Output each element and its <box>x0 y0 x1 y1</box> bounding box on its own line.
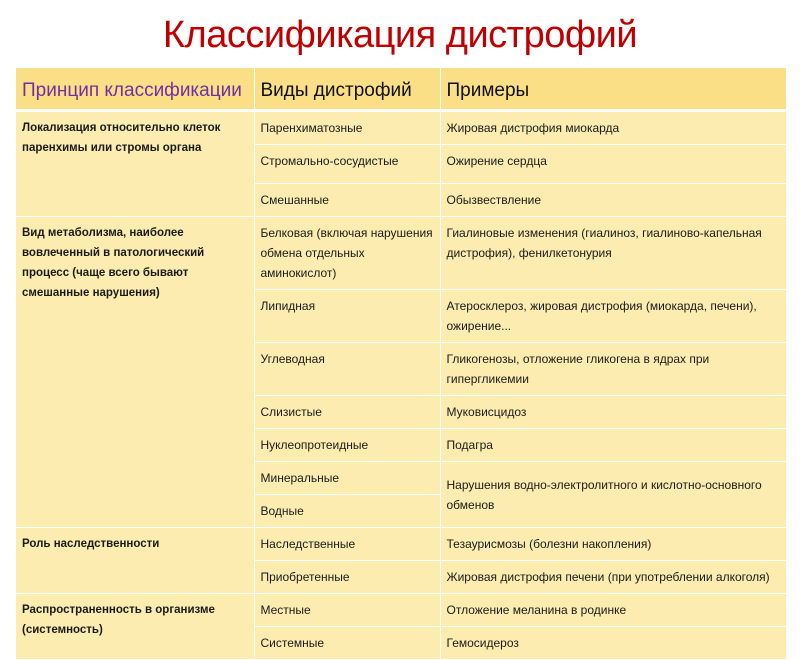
page-title: Классификация дистрофий <box>162 14 638 56</box>
kind-cell: Местные <box>254 594 440 627</box>
example-cell: Тезаурисмозы (болезни накопления) <box>440 528 786 561</box>
example-cell: Атеросклероз, жировая дистрофия (миокарда, печени), ожирение... <box>440 290 786 343</box>
example-cell: Муковисцидоз <box>440 396 786 429</box>
example-cell: Жировая дистрофия миокарда <box>440 111 786 145</box>
kind-cell: Белковая (включая нарушения обмена отдельных аминокислот) <box>254 217 440 290</box>
example-cell: Обызвествление <box>440 184 786 217</box>
example-cell: Отложение меланина в родинке <box>440 594 786 627</box>
kind-cell: Слизистые <box>254 396 440 429</box>
kind-cell: Нуклеопротеидные <box>254 429 440 462</box>
category-cell: Вид метаболизма, наиболее вовлеченный в патологический процесс (чаще всего бывают смешанные нарушения) <box>16 217 254 528</box>
example-cell: Гемосидероз <box>440 627 786 660</box>
classification-table-container <box>16 68 786 650</box>
header-kinds: Виды дистрофий <box>254 68 440 111</box>
header-examples: Примеры <box>440 68 786 111</box>
example-cell: Ожирение сердца <box>440 145 786 184</box>
category-cell: Распространенность в организме (системность) <box>16 594 254 660</box>
example-cell: Нарушения водно-электролитного и кислотно-основного обменов <box>440 462 786 528</box>
kind-cell: Минеральные <box>254 462 440 495</box>
kind-cell: Системные <box>254 627 440 660</box>
table-row <box>16 528 786 561</box>
kind-cell: Водные <box>254 495 440 528</box>
example-cell: Подагра <box>440 429 786 462</box>
example-cell: Гликогенозы, отложение гликогена в ядрах при гипергликемии <box>440 343 786 396</box>
example-cell: Жировая дистрофия печени (при употреблении алкоголя) <box>440 561 786 594</box>
category-cell: Роль наследственности <box>16 528 254 594</box>
kind-cell: Стромально-сосудистые <box>254 145 440 184</box>
classification-table <box>16 68 787 660</box>
table-header-row <box>16 68 786 111</box>
kind-cell: Смешанные <box>254 184 440 217</box>
category-cell: Локализация относительно клеток паренхимы или стромы органа <box>16 111 254 217</box>
table-row <box>16 111 786 145</box>
kind-cell: Приобретенные <box>254 561 440 594</box>
example-cell: Гиалиновые изменения (гиалиноз, гиалиново-капельная дистрофия), фенилкетонурия <box>440 217 786 290</box>
kind-cell: Наследственные <box>254 528 440 561</box>
kind-cell: Паренхиматозные <box>254 111 440 145</box>
kind-cell: Липидная <box>254 290 440 343</box>
header-principle: Принцип классификации <box>16 68 254 111</box>
table-row <box>16 594 786 627</box>
kind-cell: Углеводная <box>254 343 440 396</box>
table-row <box>16 217 786 290</box>
